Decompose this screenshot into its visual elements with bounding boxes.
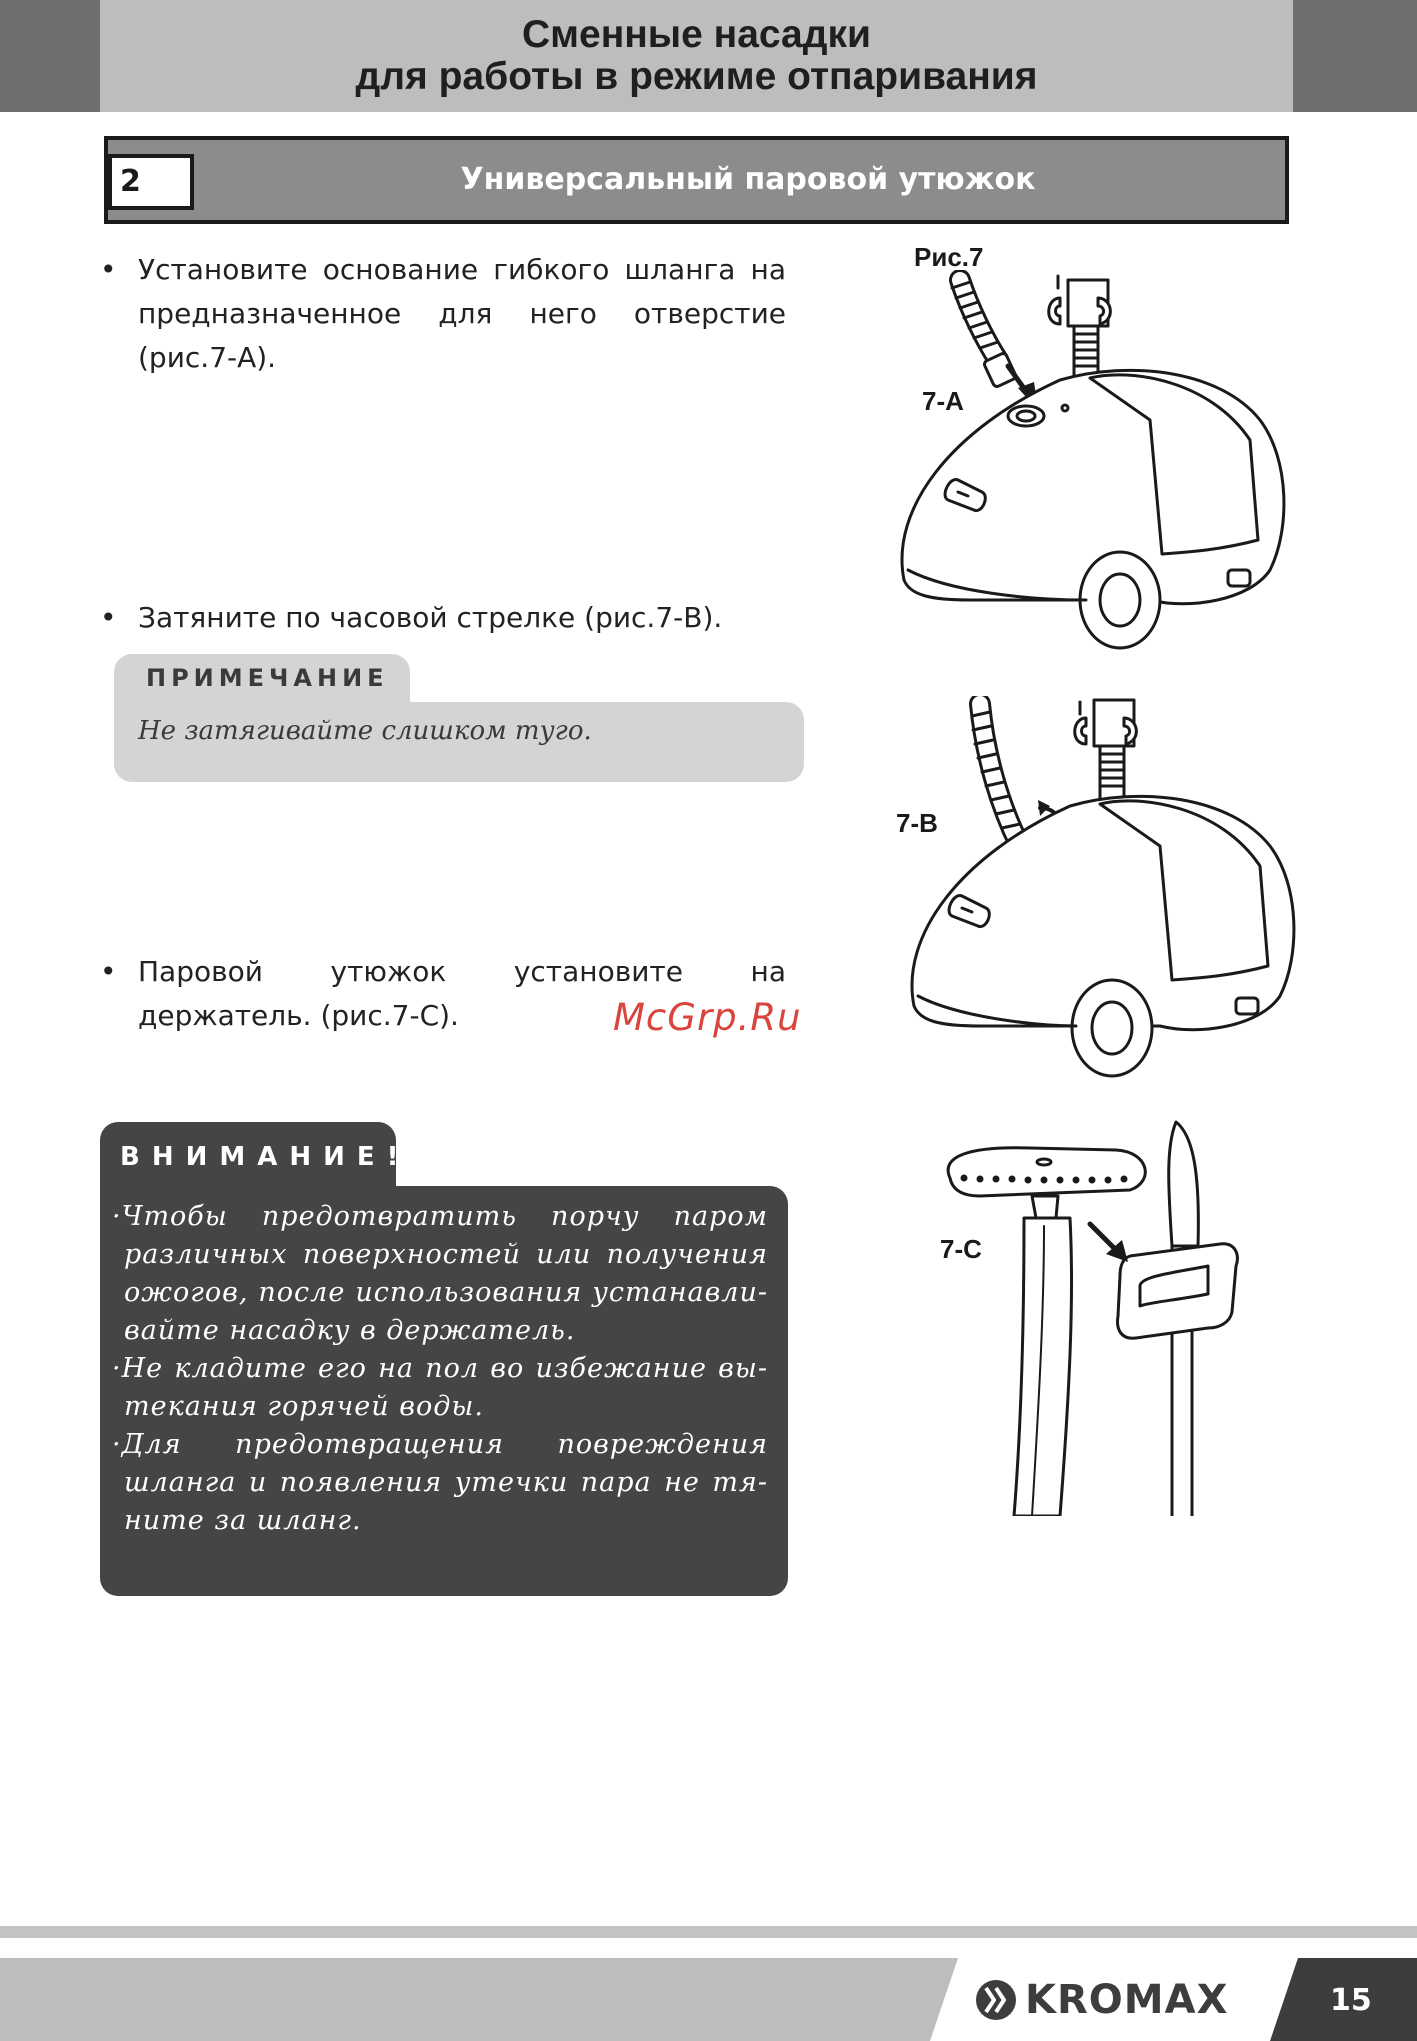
warning-line: текания горячей воды. bbox=[124, 1391, 484, 1422]
brand-name: KROMAX bbox=[1025, 1977, 1229, 2023]
bullet-text: Паровой утюжок установите на держатель. (рис.7-С). bbox=[138, 955, 786, 1032]
warning-line: шланга и появления утечки пара не тя- bbox=[124, 1467, 768, 1498]
section-title: Универсальный паровой утюжок bbox=[460, 162, 1036, 197]
warning-line: ·Для предотвращения повреждения bbox=[112, 1429, 768, 1460]
footer-rule bbox=[0, 1926, 1417, 1938]
warning-line: ·Чтобы предотвратить порчу паром bbox=[112, 1201, 768, 1232]
warning-line: ожогов, после использования устанавли- bbox=[124, 1277, 768, 1308]
warning-line: ните за шланг. bbox=[124, 1505, 362, 1536]
header-right-block bbox=[1293, 0, 1417, 112]
section-number: 2 bbox=[108, 154, 194, 210]
note-label: ПРИМЕЧАНИЕ bbox=[146, 664, 389, 692]
page-title-line-2: для работы в режиме отпаривания bbox=[355, 55, 1038, 98]
warning-label: ВНИМАНИЕ! bbox=[120, 1142, 411, 1172]
warning-line: вайте насадку в держатель. bbox=[124, 1315, 576, 1346]
kromax-logo-icon bbox=[974, 1978, 1018, 2022]
watermark: McGrp.Ru bbox=[613, 996, 802, 1039]
page-number: 15 bbox=[1330, 1983, 1372, 2018]
page-title bbox=[100, 14, 1293, 98]
steam-iron-holder-illustration-7c bbox=[940, 1116, 1270, 1516]
bullet-marker: • bbox=[100, 601, 117, 634]
figure-caption: Рис.7 bbox=[914, 242, 984, 272]
steamer-base-illustration-7a bbox=[890, 270, 1300, 670]
figure-label-7b: 7-B bbox=[896, 808, 938, 838]
bullet-marker: • bbox=[100, 955, 117, 988]
instruction-bullet-2 bbox=[100, 596, 786, 640]
figure-label-7a: 7-A bbox=[922, 386, 964, 416]
bullet-marker: • bbox=[100, 253, 117, 286]
figure-label-7c: 7-C bbox=[940, 1234, 982, 1264]
bullet-text: Затяните по часовой стрелке (рис.7-В). bbox=[138, 601, 723, 634]
instruction-bullet-1 bbox=[100, 248, 786, 380]
warning-line: различных поверхностей или получения bbox=[124, 1239, 768, 1270]
bullet-text: Установите основание гибкого шланга на предназначенное для него отверстие (рис.7-А). bbox=[138, 253, 786, 374]
page-title-line-1: Сменные насадки bbox=[521, 13, 871, 56]
warning-line: ·Не кладите его на пол во избежание вы- bbox=[112, 1353, 768, 1384]
steamer-base-illustration-7b bbox=[890, 696, 1310, 1096]
header-left-block bbox=[0, 0, 100, 112]
note-text: Не затягивайте слишком туго. bbox=[138, 716, 592, 746]
